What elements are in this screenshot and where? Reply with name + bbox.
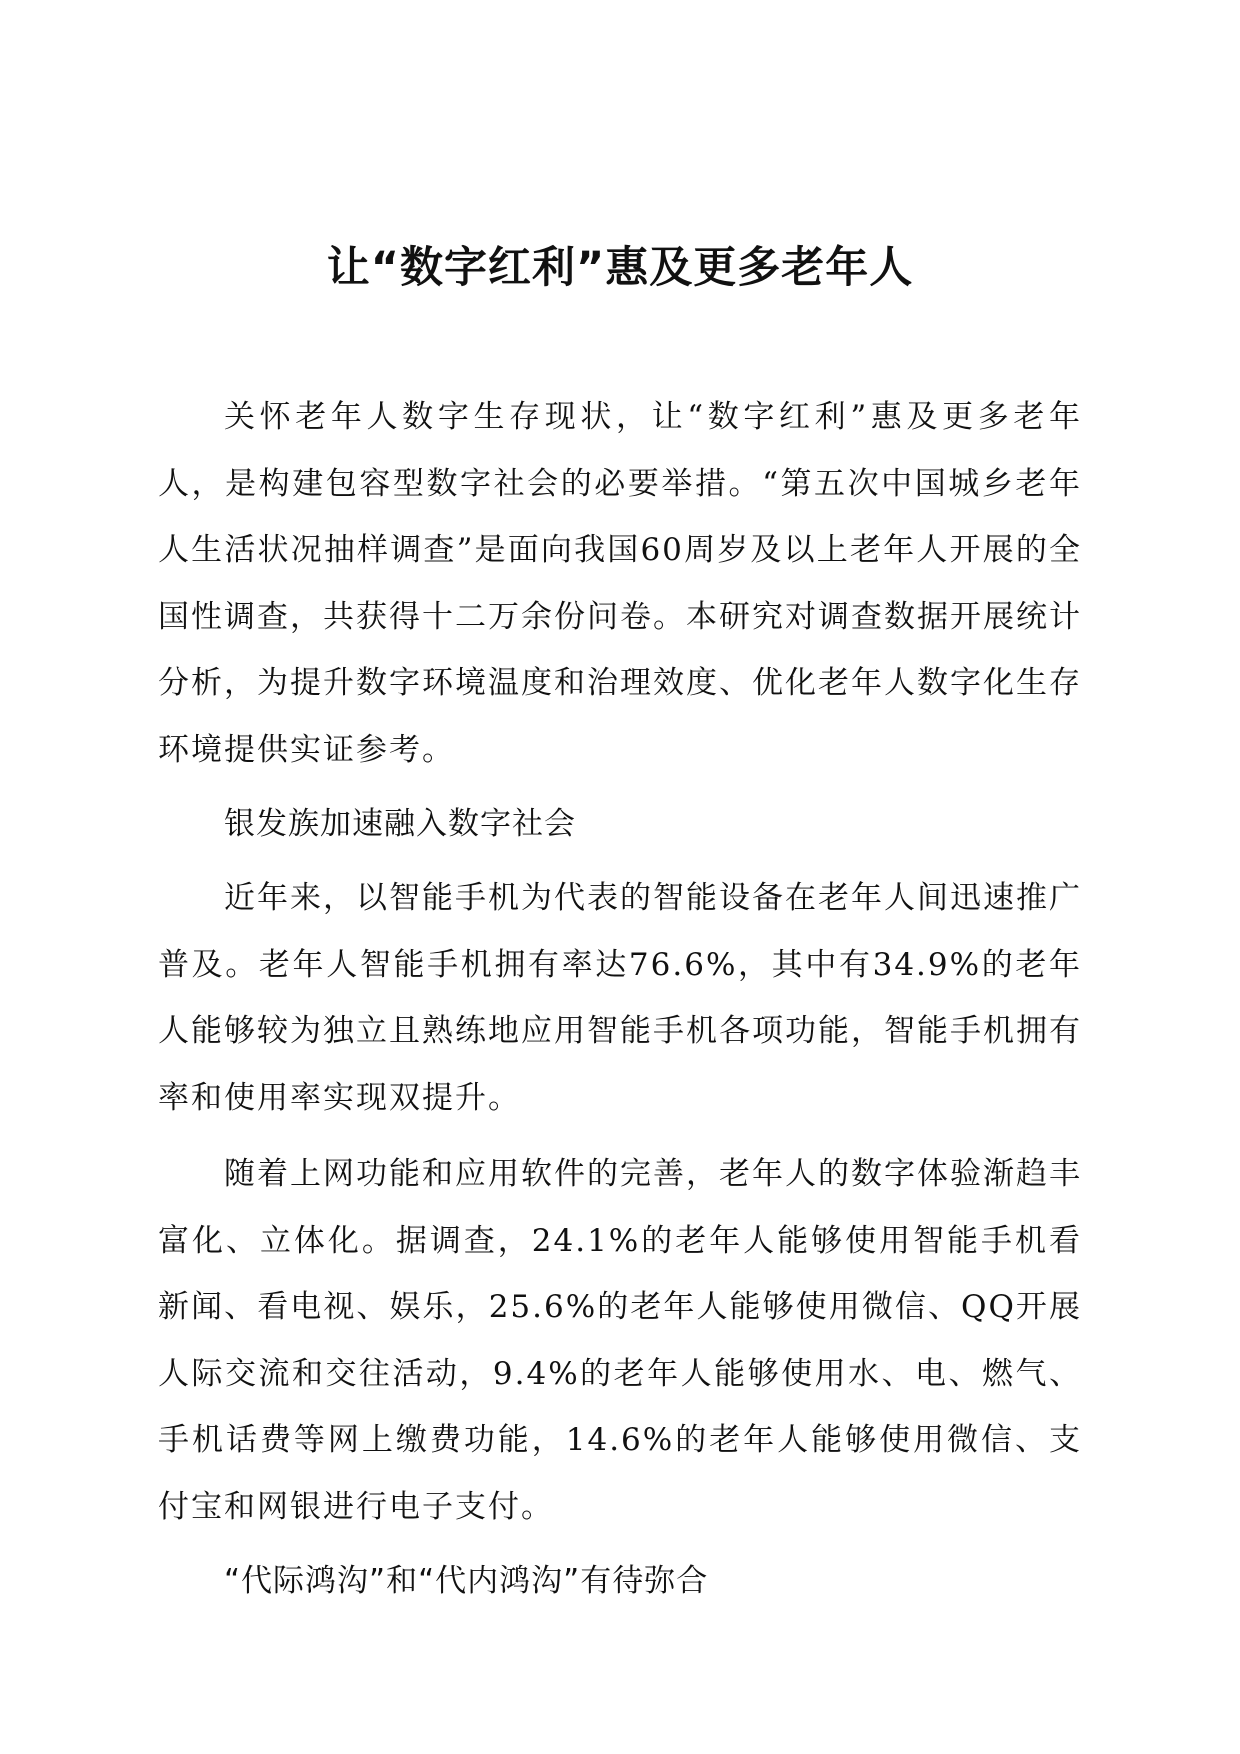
section-heading-digital-divide: “代际鸿沟”和“代内鸿沟”有待弥合 xyxy=(224,1563,709,1599)
document-title: 让“数字红利”惠及更多老年人 xyxy=(326,243,914,293)
document-body xyxy=(158,384,1082,1622)
section-heading-silver-generation: 银发族加速融入数字社会 xyxy=(224,806,576,842)
digital-experience-paragraph: 随着上网功能和应用软件的完善，老年人的数字体验渐趋丰富化、立体化。据调查，24.1%的老年人能够使用智能手机看新闻、看电视、娱乐，25.6%的老年人能够使用微信、QQ开展人际交流和交往活动，9.4%的老年人能够使用水、电、燃气、手机话费等网上缴费功能，14.6%的老年人能够使用微信、支付宝和网银进行电子支付。 xyxy=(158,1156,1082,1525)
intro-paragraph: 关怀老年人数字生存现状，让“数字红利”惠及更多老年人，是构建包容型数字社会的必要举措。“第五次中国城乡老年人生活状况抽样调查”是面向我国60周岁及以上老年人开展的全国性调查，共获得十二万余份问卷。本研究对调查数据开展统计分析，为提升数字环境温度和治理效度、优化老年人数字化生存环境提供实证参考。 xyxy=(158,399,1082,768)
smartphone-ownership-paragraph: 近年来，以智能手机为代表的智能设备在老年人间迅速推广普及。老年人智能手机拥有率达76.6%，其中有34.9%的老年人能够较为独立且熟练地应用智能手机各项功能，智能手机拥有率和使用率实现双提升。 xyxy=(158,880,1082,1116)
